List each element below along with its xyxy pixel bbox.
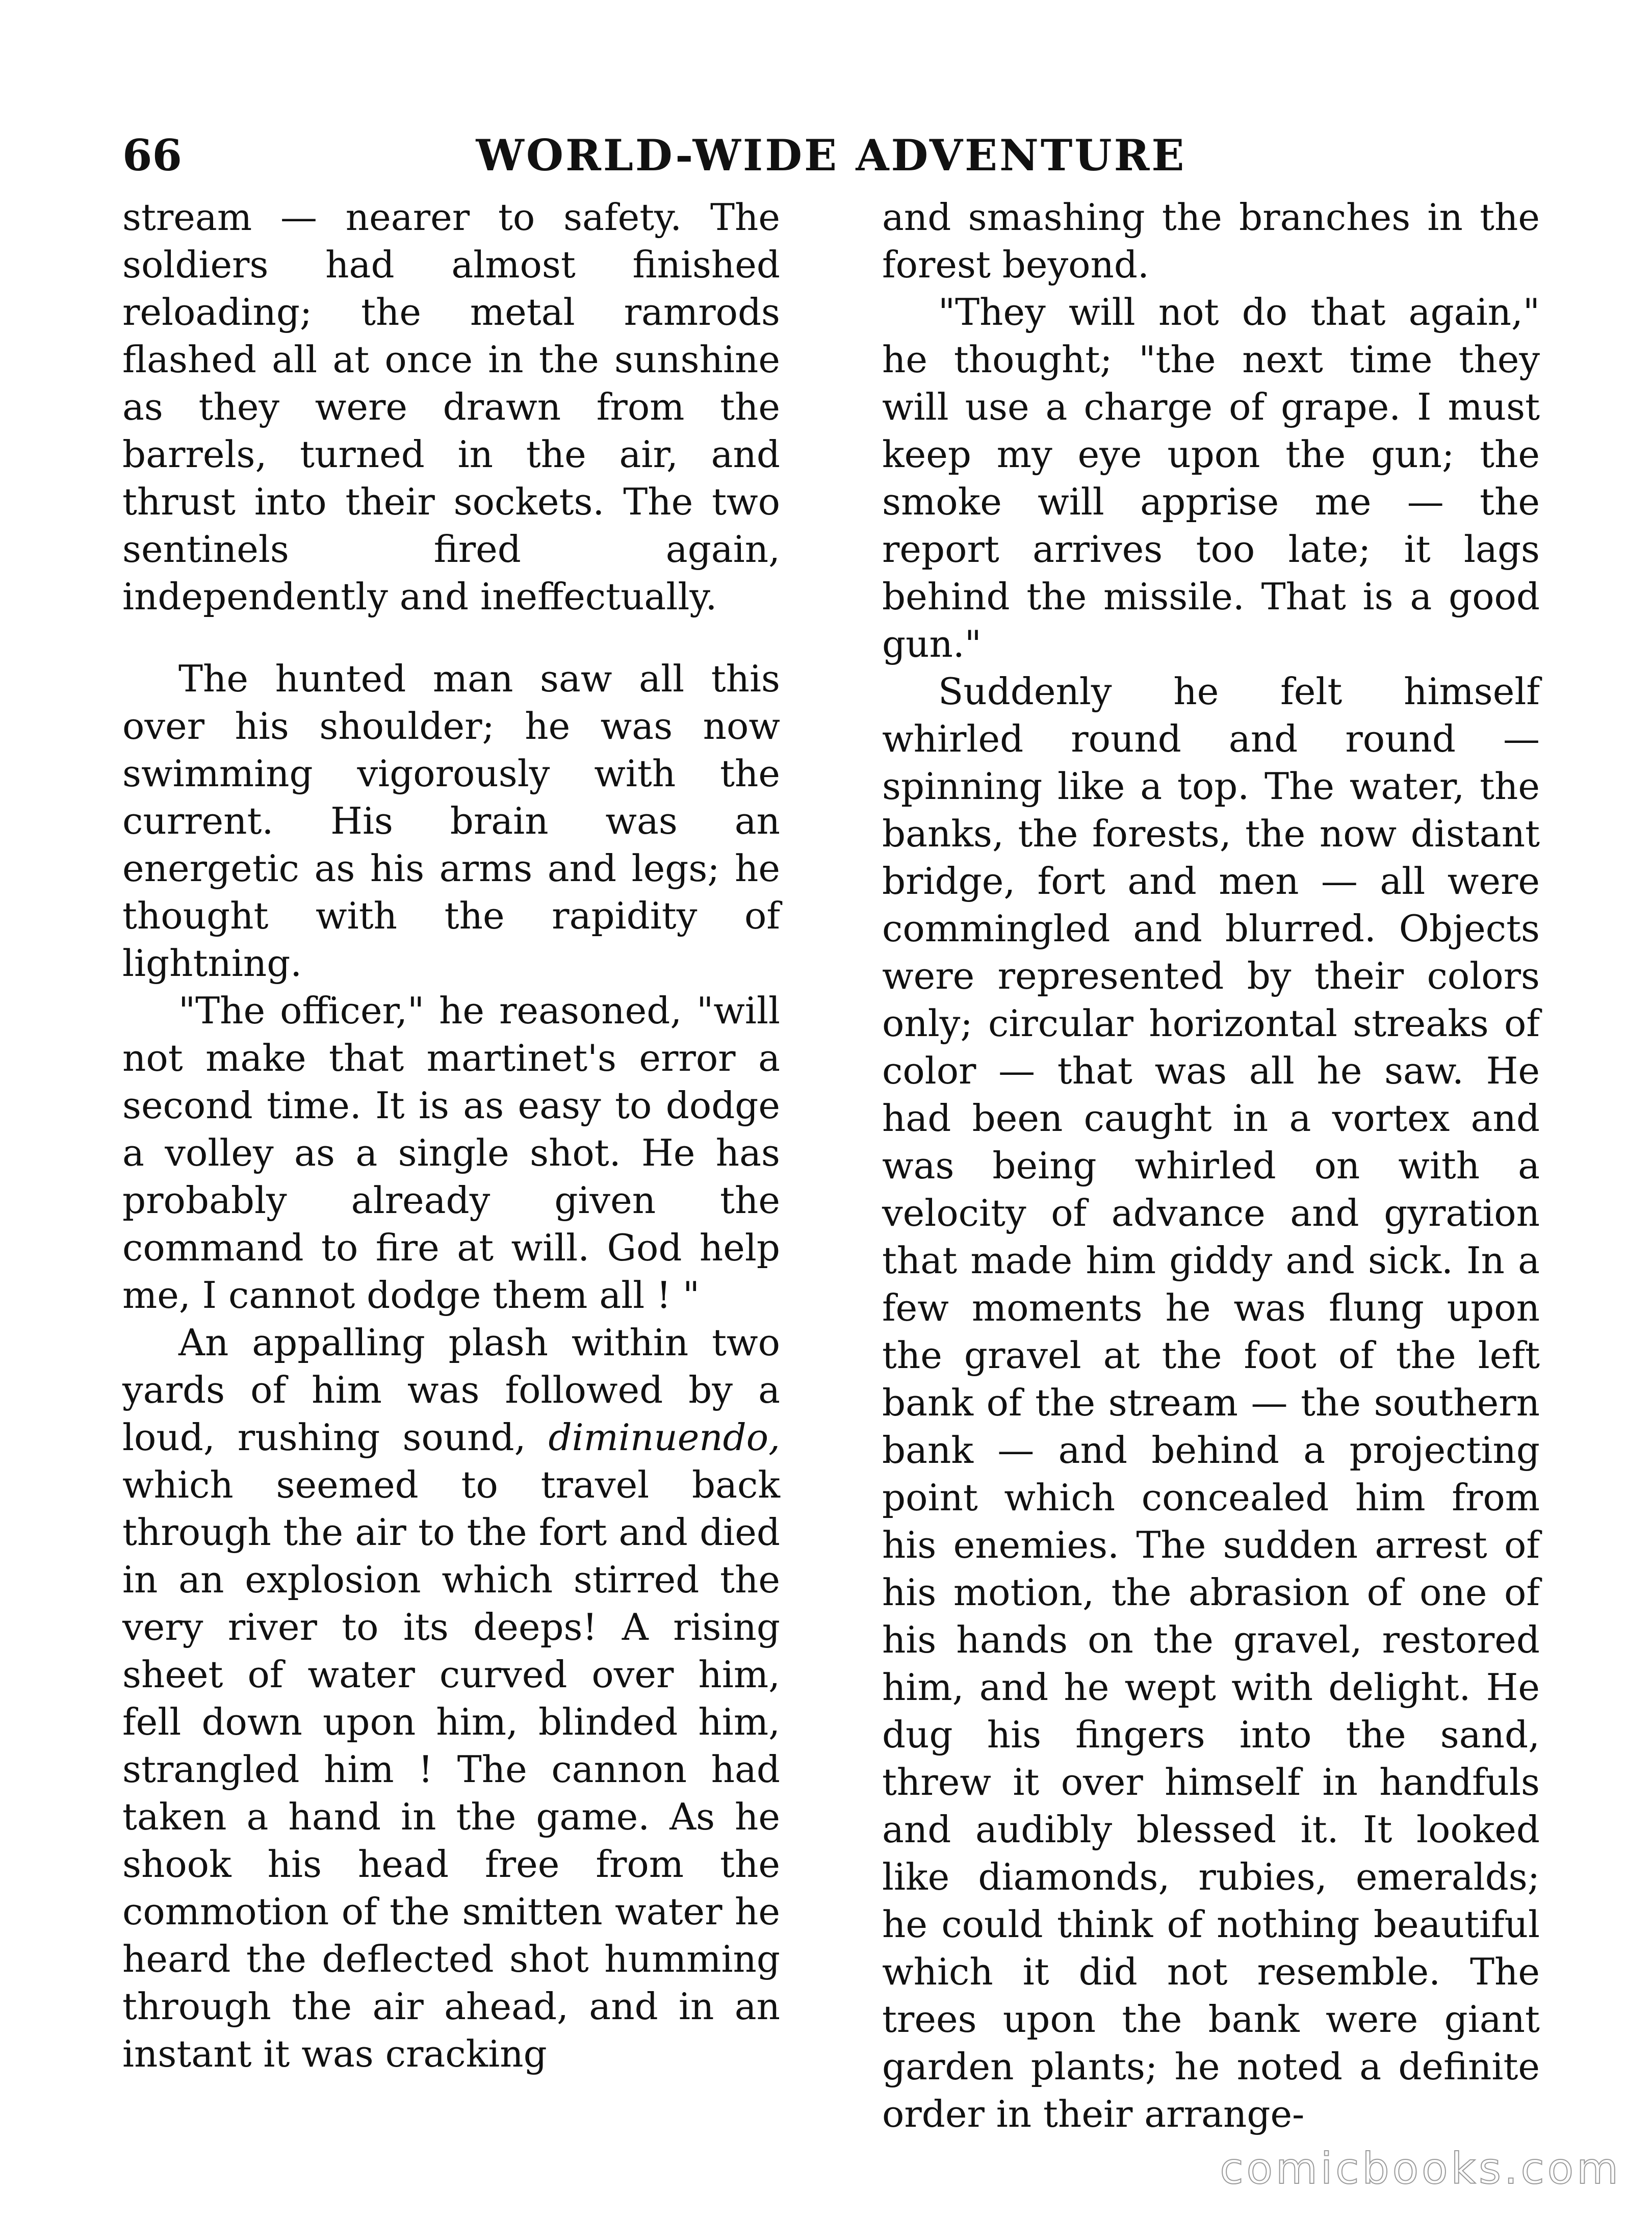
watermark: comicbooks.com xyxy=(1220,2144,1621,2194)
paragraph-text: which seemed to travel back through the air to the fort and died in an explosion which stirred the very river to its deeps! A rising sheet of water curved over him, fell down upon him, blinded him, strangled him ! The cannon had taken a hand in the game. As he shook his head free from the commotion of the smitten water he heard the deflected shot humming through the air ahead, and in an instant it was cracking xyxy=(122,1463,780,2075)
paragraph: stream — nearer to safety. The soldiers had almost finished reloading; the metal ramrods flashed all at once in the sunshine as they were drawn from the barrels, turned in the air, and thrust into their sockets. The two sentinels fired again, independently and ineffectually. xyxy=(122,196,780,618)
page-number: 66 xyxy=(122,130,182,180)
right-column xyxy=(882,194,1540,2138)
paragraph: "They will not do that again," he thought; "the next time they will use a charge of grape. I must keep my eye upon the gun; the smoke will apprise me — the report arrives too late; it lags behind the missile. That is a good gun." xyxy=(882,291,1540,665)
paragraph-text: An appalling plash within two yards of him was followed by a loud, rushing sound, xyxy=(122,1321,780,1459)
left-column xyxy=(122,194,780,2078)
paragraph: Suddenly he felt himself whirled round and round — spinning like a top. The water, the banks, the forests, the now distant bridge, fort and men — all were commingled and blurred. Objects were represented by their colors only; circular horizontal streaks of color — that was all he saw. He had been caught in a vortex and was being whirled on with a velocity of advance and gyration that made him giddy and sick. In a few moments he was flung upon the gravel at the foot of the left bank of the stream — the southern bank — and behind a projecting point which concealed him from his enemies. The sudden arrest of his motion, the abrasion of one of his hands on the gravel, restored him, and he wept with delight. He dug his fingers into the sand, threw it over himself in handfuls and audibly blessed it. It looked like diamonds, rubies, emeralds; he could think of nothing beautiful which it did not resemble. The trees upon the bank were giant garden plants; he noted a definite order in their arrange- xyxy=(882,670,1540,2135)
paragraph xyxy=(122,1319,780,2078)
italic-word: diminuendo, xyxy=(548,1416,780,1459)
paragraph: and smashing the branches in the forest beyond. xyxy=(882,196,1540,286)
paragraph: The hunted man saw all this over his shoulder; he was now swimming vigorously with the current. His brain was an energetic as his arms and legs; he thought with the rapidity of lightning. xyxy=(122,657,780,985)
page-header xyxy=(122,127,1540,184)
paragraph: "The officer," he reasoned, "will not make that martinet's error a second time. It is as easy to dodge a volley as a single shot. He has probably already given the command to fire at will. God help me, I cannot dodge them all ! " xyxy=(122,989,780,1317)
running-title: WORLD-WIDE ADVENTURE xyxy=(476,130,1186,180)
